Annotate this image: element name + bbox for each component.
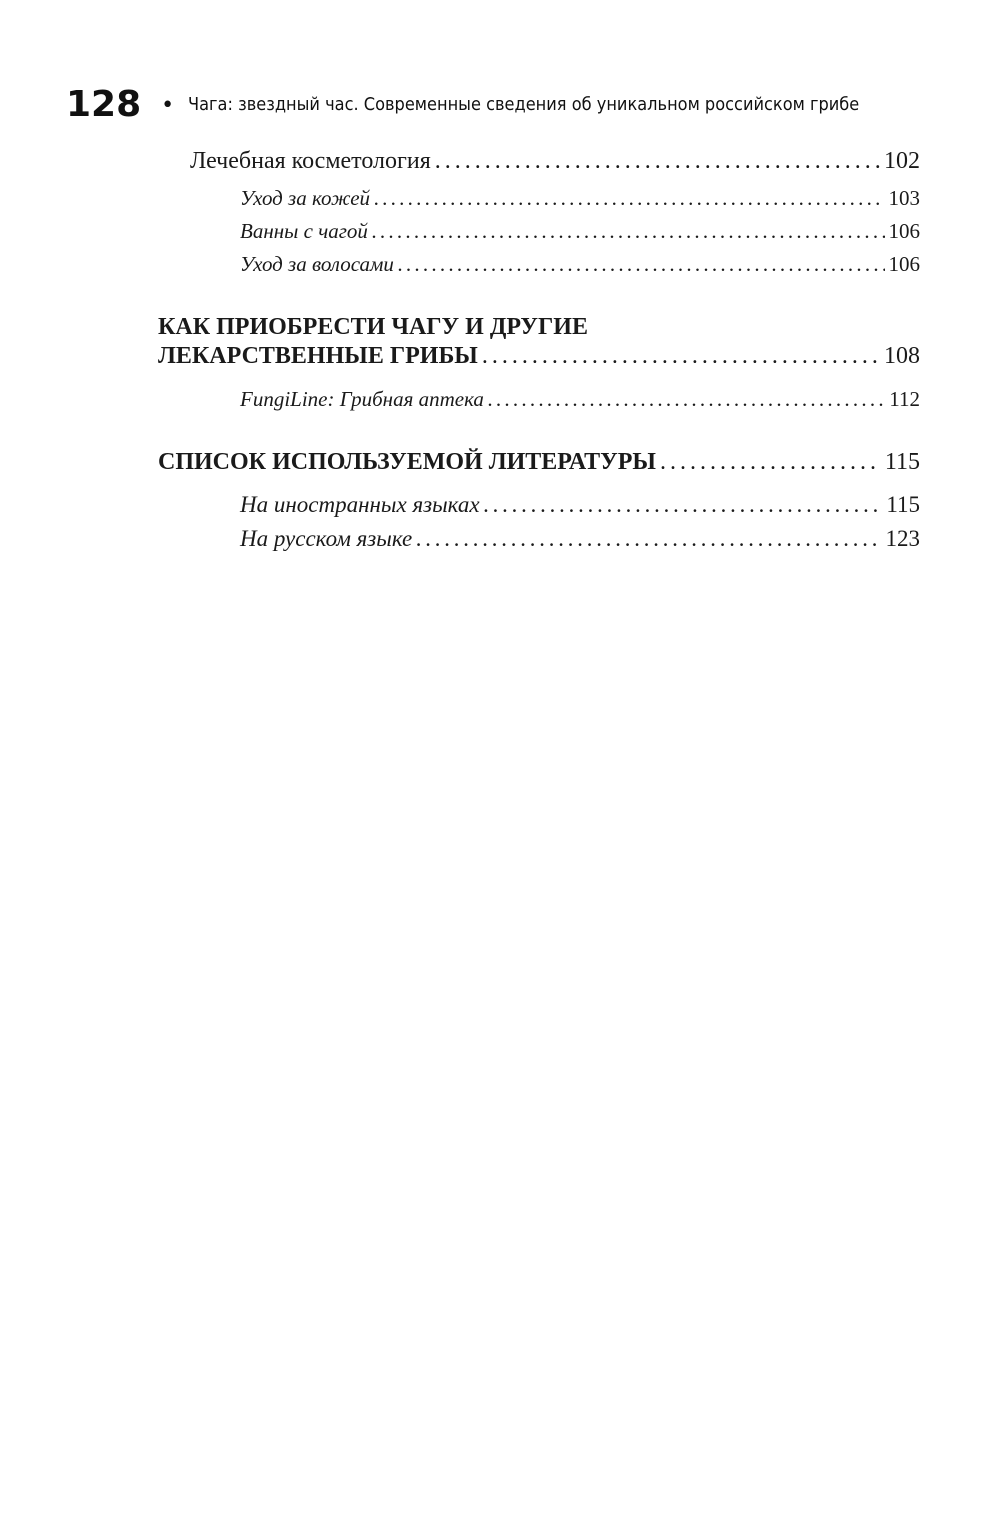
toc-entry-page: 103 xyxy=(888,186,920,210)
header-bullet: • xyxy=(161,92,175,118)
toc-entry-page: 106 xyxy=(888,219,920,243)
toc-entry-page: 115 xyxy=(884,449,920,475)
running-title: Чага: звездный час. Современные сведения об уникальном российском грибе xyxy=(188,93,860,115)
toc-entry-label: FungiLine: Грибная аптека xyxy=(240,387,484,411)
leader-dots xyxy=(488,387,885,412)
toc-entry-label: Лечебная косметология xyxy=(190,148,431,174)
toc-entry-page: 108 xyxy=(884,343,920,369)
page-number: 128 xyxy=(66,83,142,125)
toc-entry-fungiline[interactable] xyxy=(240,387,920,412)
toc-entry-page: 106 xyxy=(888,252,920,276)
toc-entry-label: Уход за кожей xyxy=(240,186,371,210)
toc-entry-label: Ванны с чагой xyxy=(240,219,368,243)
toc-entry-hair-care[interactable] xyxy=(240,252,920,277)
toc-section-title-line1: КАК ПРИОБРЕСТИ ЧАГУ И ДРУГИЕ xyxy=(158,314,588,340)
leader-dots xyxy=(398,252,885,277)
toc-entry-label: ЛЕКАРСТВЕННЫЕ ГРИБЫ xyxy=(158,343,478,369)
toc-entry-label: На русском языке xyxy=(240,526,413,551)
toc-entry-skin-care[interactable] xyxy=(240,186,920,211)
toc-entry-page: 115 xyxy=(886,492,920,517)
toc-entry-page: 112 xyxy=(889,387,920,411)
toc-entry-label: СПИСОК ИСПОЛЬЗУЕМОЙ ЛИТЕРАТУРЫ xyxy=(158,449,656,475)
toc-entry-cosmetology[interactable] xyxy=(190,148,920,175)
toc-entry-page: 102 xyxy=(884,148,920,174)
leader-dots xyxy=(660,449,881,476)
leader-dots xyxy=(372,219,885,244)
toc-entry-page: 123 xyxy=(885,526,920,551)
leader-dots xyxy=(484,492,883,518)
toc-entry-russian[interactable] xyxy=(240,526,920,552)
running-header xyxy=(66,80,934,128)
toc-entry-baths[interactable] xyxy=(240,219,920,244)
leader-dots xyxy=(482,343,880,370)
toc-entry-references[interactable] xyxy=(158,449,920,476)
toc-entry-label: Уход за волосами xyxy=(240,252,394,276)
toc-entry-label: На иностранных языках xyxy=(240,492,480,517)
leader-dots xyxy=(435,148,880,175)
leader-dots xyxy=(416,526,881,552)
leader-dots xyxy=(374,186,884,211)
toc-entry-how-to-buy[interactable] xyxy=(158,343,920,370)
toc-entry-foreign[interactable] xyxy=(240,492,920,518)
